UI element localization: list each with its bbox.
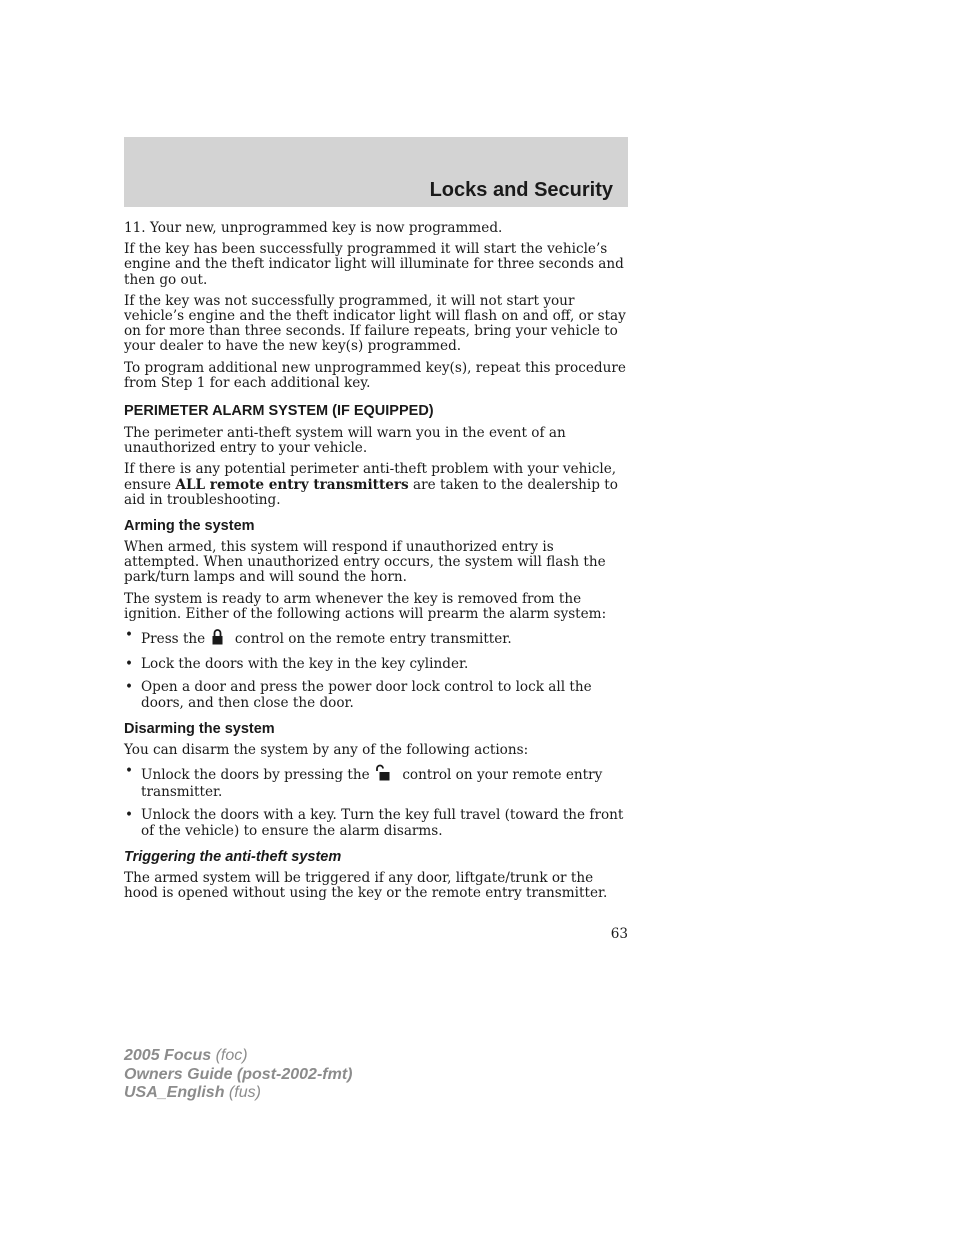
arm-bullet-1-text-before: Press the	[141, 631, 206, 648]
paragraph-disarming-intro: You can disarm the system by any of the following actions:	[124, 741, 529, 758]
disarm-bullet-1-text-before: Unlock the doors by pressing the	[141, 767, 370, 784]
list-item	[124, 628, 628, 649]
page-body	[124, 221, 628, 907]
footer-model: 2005 Focus	[124, 1047, 212, 1064]
page-number: 63	[610, 926, 628, 942]
heading-perimeter-alarm: PERIMETER ALARM SYSTEM (IF EQUIPPED)	[124, 403, 434, 420]
section-header-band	[124, 137, 628, 207]
disarming-actions-list	[124, 764, 628, 839]
paragraph-arming-ready: The system is ready to arm whenever the key is removed from the ignition. Either of the following actions will prearm the alarm system:	[124, 590, 607, 622]
paragraph-success: If the key has been successfully programmed it will start the vehicle’s engine and the theft indicator light will illuminate for three seconds and then go out.	[124, 241, 624, 288]
footer-guide: Owners Guide (post-2002-fmt)	[124, 1065, 353, 1083]
heading-arming: Arming the system	[124, 518, 255, 535]
footer-language-code: (fus)	[224, 1084, 261, 1101]
paragraph-perimeter-problem	[124, 462, 628, 508]
list-item: • Open a door and press the power door lock control to lock all the doors, and then close the door.	[124, 680, 628, 710]
arm-bullet-1-text-after: control on the remote entry transmitter.	[234, 631, 512, 648]
paragraph-arming-response: When armed, this system will respond if unauthorized entry is attempted. When unauthorized entry occurs, the system will flash the park/turn lamps and will sound the horn.	[124, 539, 606, 586]
footer-line-3	[124, 1084, 352, 1103]
arming-actions-list	[124, 628, 628, 711]
footer-line-1	[124, 1047, 352, 1066]
perimeter-problem-text-1: If there is any potential perimeter anti-theft problem with your vehicle, ensure	[124, 461, 617, 493]
document-footer	[124, 1047, 352, 1103]
lock-icon	[212, 628, 223, 649]
disarm-bullet-1-text-after: control on your remote entry transmitter.	[141, 767, 603, 801]
footer-line-2	[124, 1066, 352, 1085]
list-item: • Lock the doors with the key in the key cylinder.	[124, 657, 628, 672]
list-item	[124, 764, 628, 800]
perimeter-problem-bold: ALL remote entry transmitters	[175, 476, 409, 493]
paragraph-additional-keys: To program additional new unprogrammed key(s), repeat this procedure from Step 1 for each additional key.	[124, 359, 626, 391]
section-title: Locks and Security	[429, 179, 613, 201]
paragraph-triggering: The armed system will be triggered if any door, liftgate/trunk or the hood is opened without using the key or the remote entry transmitter.	[124, 869, 608, 902]
paragraph-perimeter-intro: The perimeter anti-theft system will warn you in the event of an unauthorized entry to your vehicle.	[124, 425, 566, 457]
list-item: • Unlock the doors with a key. Turn the key full travel (toward the front of the vehicle) to ensure the alarm disarms.	[124, 808, 628, 838]
unlock-icon	[376, 764, 390, 785]
footer-language: USA_English	[124, 1084, 225, 1101]
paragraph-failure: If the key was not successfully programmed, it will not start your vehicle’s engine and the theft indicator light will flash on and off, or stay on for more than three seconds. If failure repeats, bring your vehicle to your dealer to have the new key(s) programmed.	[124, 292, 626, 355]
paragraph-key-programmed: 11. Your new, unprogrammed key is now programmed.	[124, 220, 503, 236]
perimeter-problem-text-2: are taken to the dealership to aid in troubleshooting.	[124, 476, 618, 508]
heading-triggering: Triggering the anti-theft system	[124, 848, 342, 865]
heading-disarming: Disarming the system	[124, 720, 275, 737]
footer-model-code: (foc)	[211, 1047, 248, 1064]
